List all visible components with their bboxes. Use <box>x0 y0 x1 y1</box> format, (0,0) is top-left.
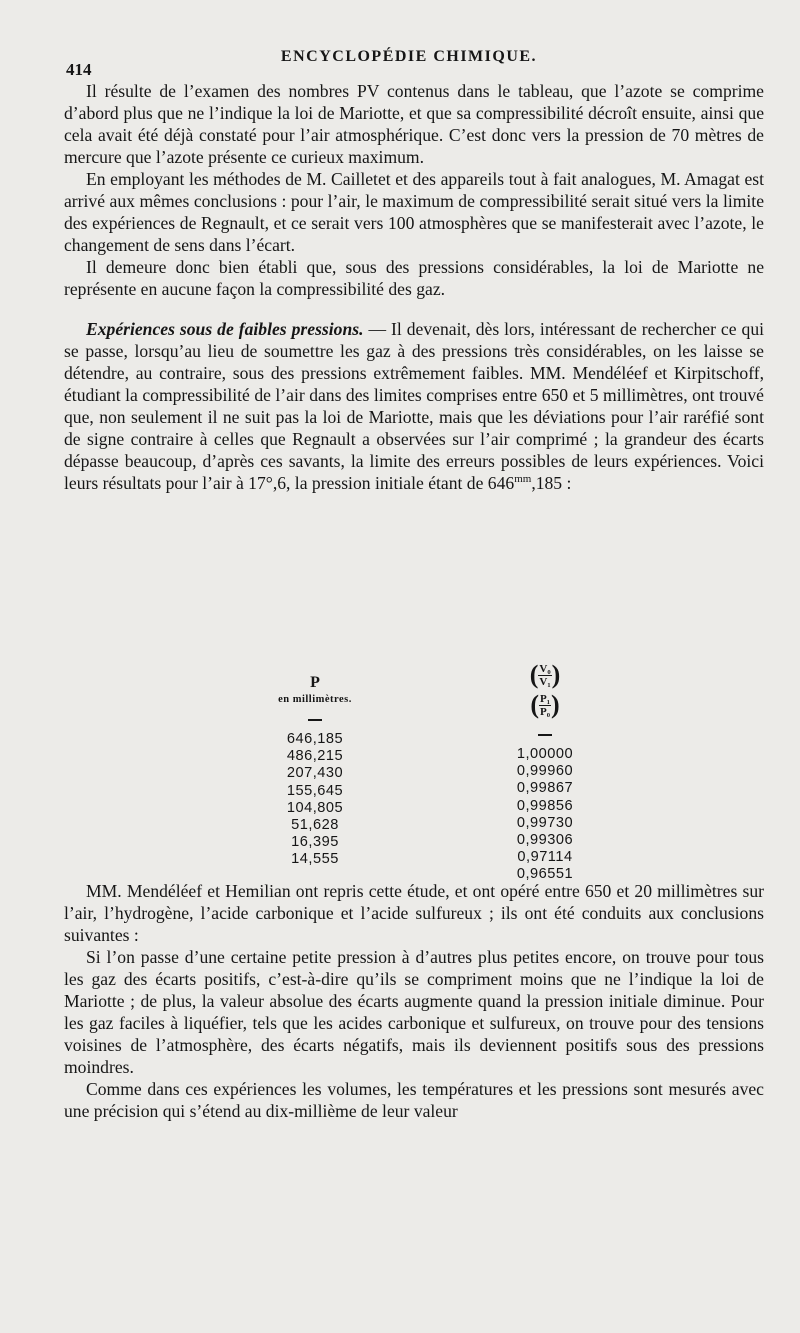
pressure-unit: en millimètres. <box>278 694 352 705</box>
table-cell: 0,97114 <box>517 849 573 866</box>
page-header <box>58 48 760 78</box>
paragraph-6: Comme dans ces expériences les volumes, les températures et les pressions sont mesurés avec une précision qui s’étend au dix-millième de leur valeur <box>64 1079 764 1121</box>
section-text-end: ,185 : <box>531 473 572 493</box>
table-cell: 155,645 <box>286 782 344 799</box>
column-dash <box>308 719 322 721</box>
table-cell: 0,99730 <box>516 814 574 831</box>
table-cell: 16,395 <box>291 834 339 851</box>
unit-superscript: mm <box>514 473 532 486</box>
paragraph-1: Il résulte de l’examen des nombres PV contenus dans le tableau, que l’azote se comprime d’abord plus que ne l’indique la loi de Mariotte, et que sa compressibilité décroît ensuite, ainsi que cela avait été déjà constaté pour l’air atmosphérique. C’est donc vers la pression de 70 mètres de mercure que l’azote présente ce curieux maximum. <box>64 81 764 167</box>
section-text: — Il devenait, dès lors, intéressant de rechercher ce qui se passe, lorsqu’au lieu de soumettre les gaz à des pressions très considérables, on les laisse se détendre, au contraire, sous des pressions extrêmement faibles. MM. Mendéléef et Kirpitschoff, étudiant la compressibilité de l’air dans des limites comprises entre 650 et 5 millimètres, ont trouvé que, non seulement il ne suit pas la loi de Mariotte, mais que les déviations pour l’air raréfié sont de signe contraire à celles que Regnault a observées sur l’air comprimé ; la grandeur des écarts dépasse beaucoup, d’après ces savants, la limite des erreurs possibles de leurs expériences. Voici leurs résultats pour l’air à 17°,6, la pression initiale étant de 646 <box>64 319 765 493</box>
paragraph-experiences <box>64 318 764 494</box>
ratio-column <box>460 660 630 884</box>
paragraph-5: Si l’on passe d’une certaine petite pression à d’autres plus petites encore, on trouve pour tous les gaz des écarts positifs, c’est-à-dire qu’ils se compriment moins que ne l’indique la loi de Mariotte ; de plus, la valeur absolue des écarts augmente quand la pression initiale diminue. Pour les gaz faciles à liquéfier, tels que les acides carbonique et sulfureux, on trouve pour des tensions voisines de l’atmosphère, des écarts négatifs, mais ils deviennent positifs sous des pressions moindres. <box>64 947 764 1077</box>
lower-text-block <box>64 880 764 1122</box>
table-cell: 646,185 <box>286 731 344 747</box>
table-cell: 486,215 <box>286 748 344 765</box>
table-cell: 207,430 <box>286 765 344 782</box>
running-title: ENCYCLOPÉDIE CHIMIQUE. <box>280 48 538 65</box>
pressure-header: P <box>310 674 320 691</box>
table-cell: 51,628 <box>291 817 339 834</box>
upper-text-block <box>64 80 764 494</box>
ratio-num-b: P₁ <box>539 692 551 705</box>
table-cell: 14,555 <box>291 851 339 868</box>
ratio-num-a: V₀ <box>539 662 551 675</box>
table-cell: 0,96551 <box>516 866 574 883</box>
column-dash <box>538 734 552 736</box>
section-heading: Expériences sous de faibles pressions. <box>86 319 364 339</box>
paragraph-3: Il demeure donc bien établi que, sous des pressions considérables, la loi de Mariotte ne représente en aucune façon la compressibilité des gaz. <box>64 257 764 299</box>
ratio-den-a: V₁ <box>539 675 551 688</box>
table-cell: 0,99306 <box>516 832 574 849</box>
table-cell: 1,00000 <box>516 746 574 762</box>
paragraph-4: MM. Mendéléef et Hemilian ont repris cette étude, et ont opéré entre 650 et 20 millimètres sur l’air, l’hydrogène, l’acide carbonique et l’acide sulfureux ; ils ont été conduits aux conclusions suivantes : <box>64 881 764 945</box>
pressure-column <box>230 660 400 869</box>
paragraph-2: En employant les méthodes de M. Cailletet et des appareils tout à fait analogues, M. Amagat est arrivé aux mêmes conclusions : pour l’air, le maximum de compressibilité serait situé vers la limite des expériences de Regnault, et ce serait vers 100 atmosphères que se manifesterait avec l’azote, le changement de sens dans l’écart. <box>64 169 764 255</box>
table-cell: 104,805 <box>286 799 344 816</box>
page-number: 414 <box>66 60 92 79</box>
table-cell: 0,99856 <box>516 797 574 814</box>
ratio-values <box>460 746 630 884</box>
pressure-values <box>230 731 400 869</box>
table-cell: 0,99867 <box>516 780 574 797</box>
table-cell: 0,99960 <box>516 763 574 780</box>
ratio-header: ( $\frac{\text{V₀}}{\text{V₁}}$ ) ( $\frac{\text{P₁}}{\text{P₀}}$ ) <box>529 660 561 719</box>
ratio-den-b: P₀ <box>539 705 551 718</box>
